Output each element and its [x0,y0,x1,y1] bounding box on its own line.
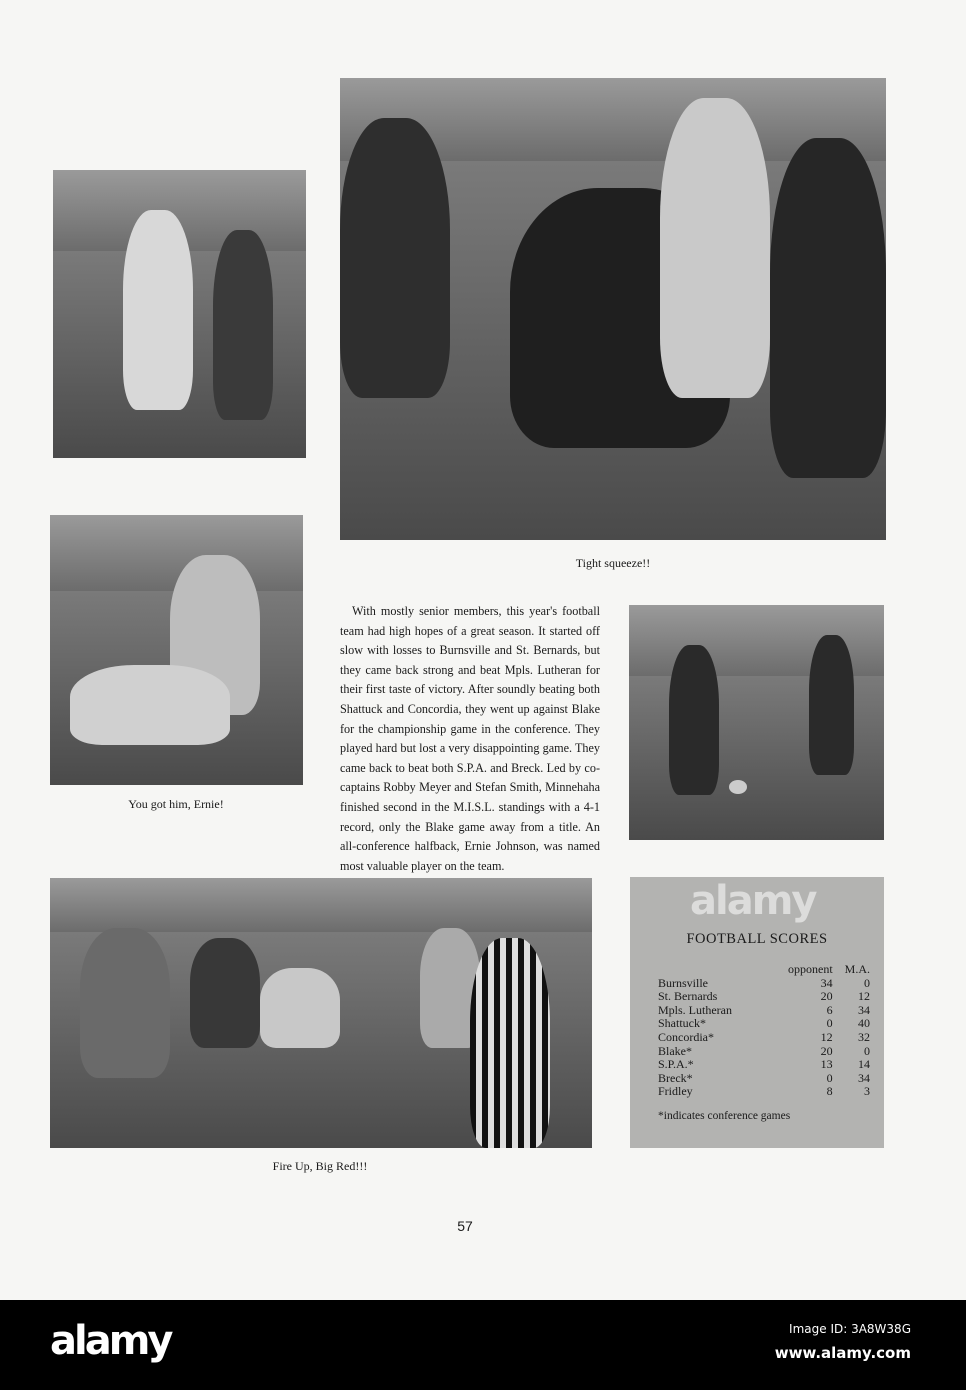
ma-score: 0 [864,975,870,990]
scores-title: FOOTBALL SCORES [686,931,828,947]
score-row [658,1004,870,1018]
team-name: S.P.A.* [658,1057,694,1072]
team-name: Mpls. Lutheran [658,1002,732,1017]
photo-line-of-scrimmage [50,878,592,1148]
ma-score: 34 [858,1070,870,1085]
team-name: Shattuck* [658,1016,706,1031]
photo-caption: Fire Up, Big Red!!! [272,1159,368,1173]
scores-header-row [658,963,870,977]
scores-note: *indicates conference games [658,1110,791,1122]
photo-caption: Tight squeeze!! [575,556,651,570]
team-name: Concordia* [658,1029,714,1044]
team-name: St. Bernards [658,989,718,1004]
ma-score: 0 [864,1043,870,1058]
score-row [658,1072,870,1086]
team-name: Fridley [658,1084,693,1099]
page-number: 57 [457,1218,473,1234]
photo-pileup [340,78,886,540]
photo-caption: You got him, Ernie! [128,797,224,811]
image-id: Image ID: 3A8W38G [789,1322,911,1336]
ma-score: 3 [864,1084,870,1099]
opponent-score: 0 [826,1070,833,1085]
story-text: With mostly senior members, this year's football team had high hopes of a great season. It started off slow with losses to Burnsville and St. Bernards, but they came back strong and beat Mpls. Lutheran for their first taste of victory. After soundly beating both Shattuck and Concordia, they went up against Blake for the championship game in the conference. They played hard but lost a very disappointing game. They came back to beat both S.P.A. and Breck. Led by co-captains Robby Meyer and Stefan Smith, Minnehaha finished second in the M.I.S.L. standings with a 4-1 record, only the Blake game away from a title. An all-conference halfback, Ernie Johnson, was named most valuable player on the team. [340,604,600,873]
score-row [658,1017,870,1031]
team-name: Burnsville [658,975,708,990]
ma-score: 14 [858,1057,870,1072]
photo-tackle-20 [50,515,303,785]
opponent-score: 0 [826,1016,833,1031]
photo-ball-carrier-24 [53,170,306,458]
opponent-score: 8 [826,1084,833,1099]
ma-score: 40 [858,1016,870,1031]
opponent-score: 13 [820,1057,833,1072]
opponent-score: 34 [820,975,833,990]
opponent-score: 6 [826,1002,833,1017]
header-ma: M.A. [844,962,870,976]
score-row [658,1031,870,1045]
team-name: Breck* [658,1070,693,1085]
opponent-score: 20 [820,1043,833,1058]
score-row [658,990,870,1004]
score-row [658,1045,870,1059]
alamy-url: www.alamy.com [774,1344,911,1362]
ma-score: 12 [858,989,870,1004]
team-name: Blake* [658,1043,692,1058]
score-row [658,1058,870,1072]
opponent-score: 12 [820,1029,833,1044]
header-team [658,963,767,977]
ma-score: 32 [858,1029,870,1044]
alamy-logo: alamy [50,1318,171,1364]
score-row [658,977,870,991]
scores-table [658,963,870,1099]
photo-loose-ball [629,605,884,840]
score-row [658,1085,870,1099]
opponent-score: 20 [820,989,833,1004]
alamy-footer-bar [0,1300,966,1390]
header-opponent: opponent [788,962,833,976]
alamy-watermark: alamy [690,878,816,924]
ma-score: 34 [858,1002,870,1017]
